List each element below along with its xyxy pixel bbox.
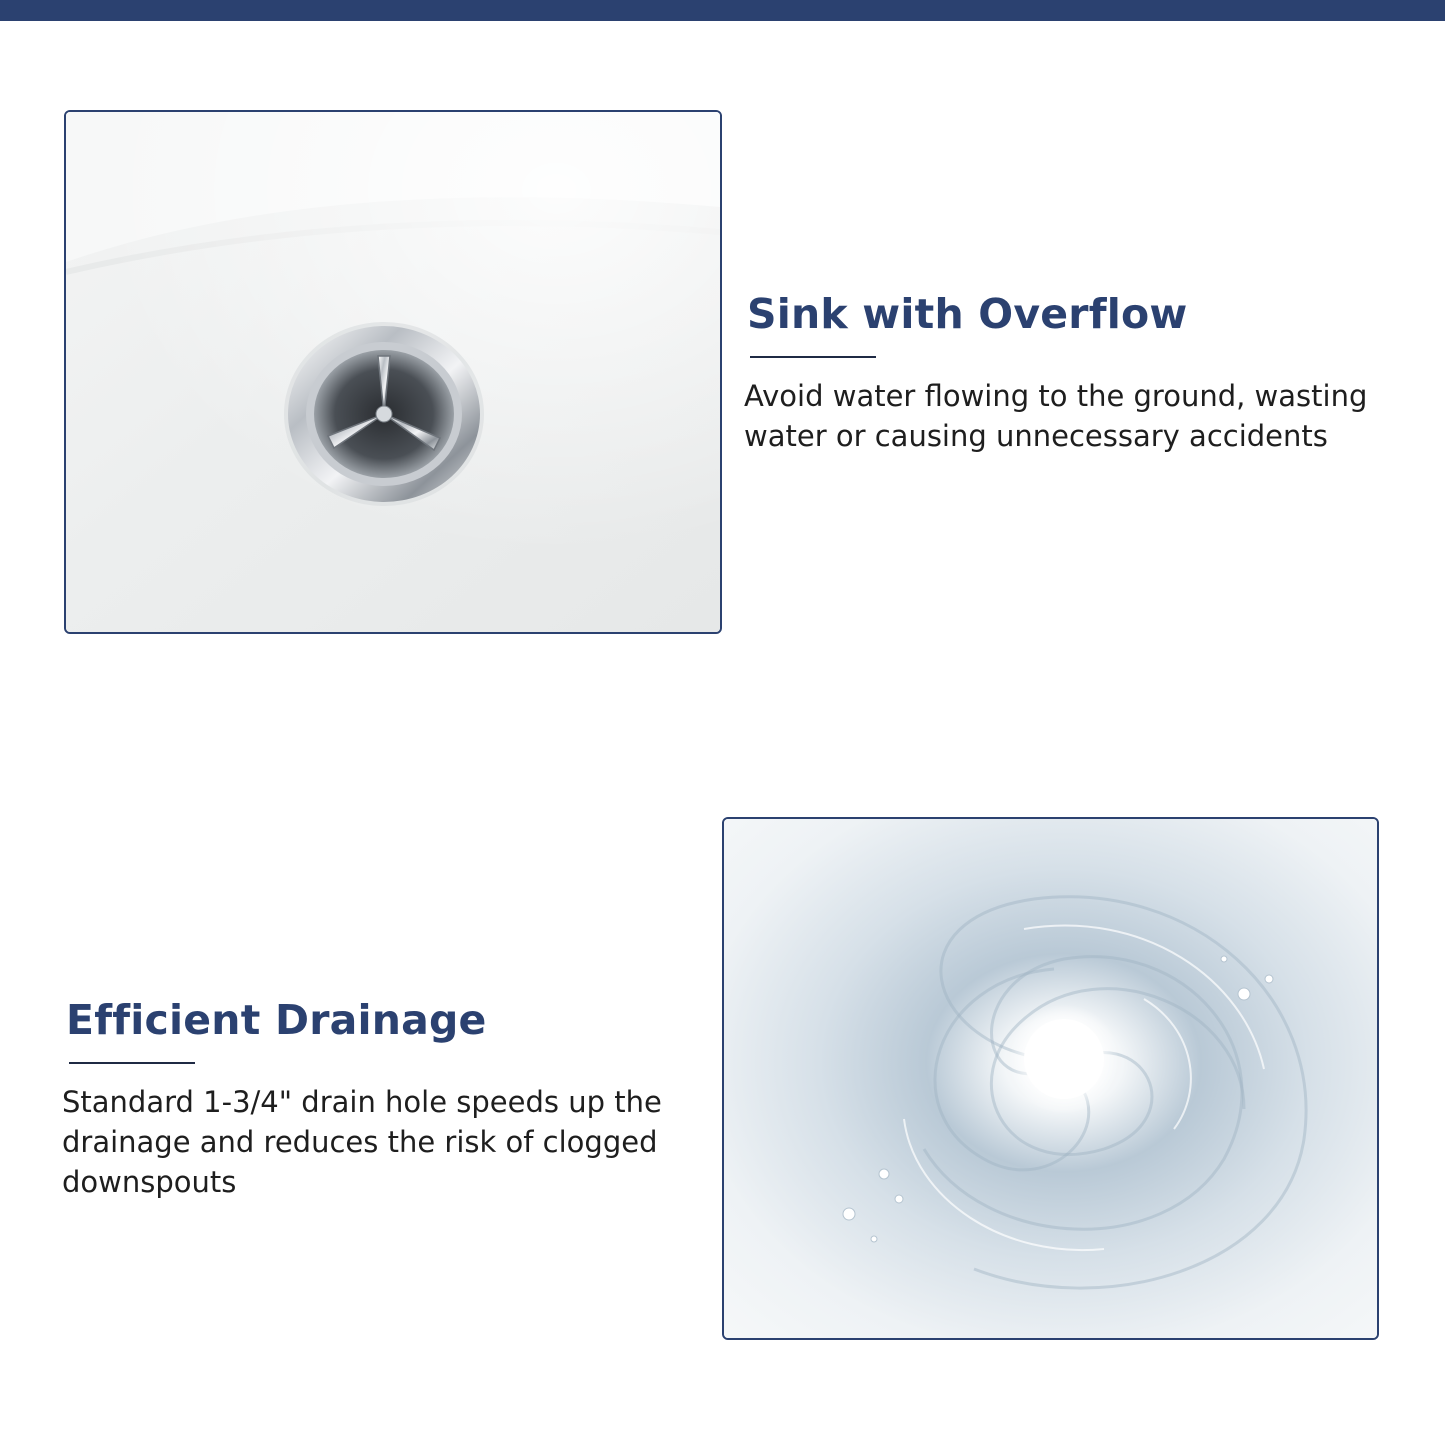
top-accent-bar — [0, 0, 1445, 21]
drainage-photo — [722, 817, 1379, 1340]
title-underline — [750, 356, 876, 358]
overflow-ring-image — [66, 112, 720, 632]
section-title-drainage: Efficient Drainage — [66, 996, 487, 1044]
section-description-overflow: Avoid water flowing to the ground, wasting water or causing unnecessary accidents — [744, 379, 1368, 453]
section-description-drainage: Standard 1-3/4" drain hole speeds up the drainage and reduces the risk of clogged downspouts — [62, 1085, 662, 1199]
title-underline — [69, 1062, 195, 1064]
water-vortex-image — [724, 819, 1377, 1338]
section-title-overflow: Sink with Overflow — [747, 290, 1188, 338]
overflow-photo — [64, 110, 722, 634]
